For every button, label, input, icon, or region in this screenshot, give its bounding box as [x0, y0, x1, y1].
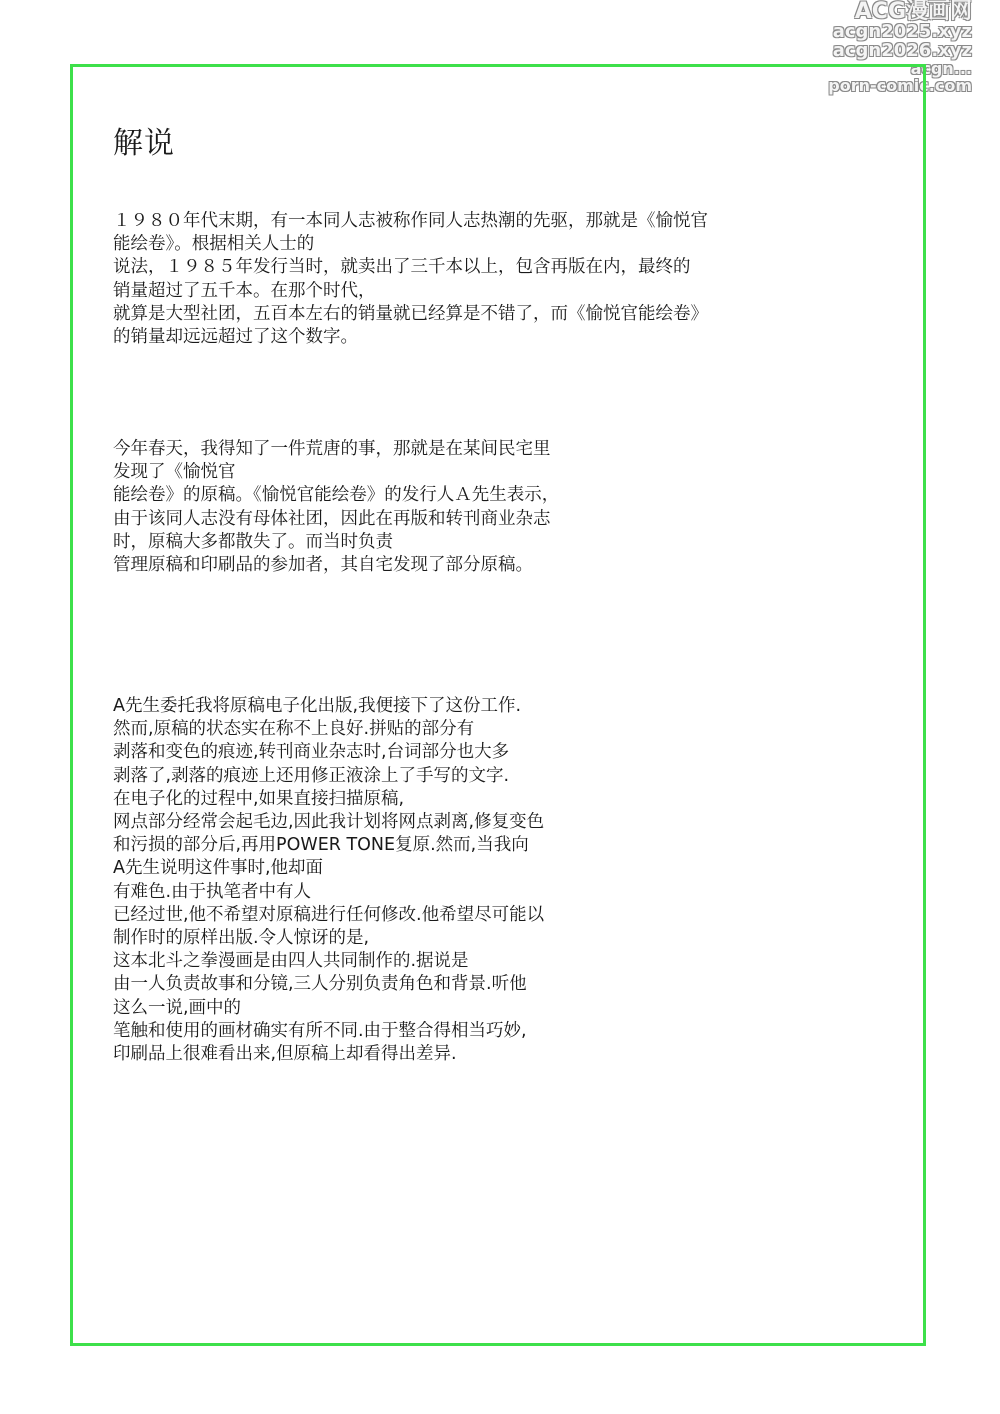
text-line: 销量超过了五千本。在那个时代，	[113, 280, 376, 301]
text-line: A先生委托我将原稿电子化出版,我便接下了这份工作.	[113, 696, 522, 716]
page-title: 解说	[113, 126, 175, 161]
text-line: 的销量却远远超过了这个数字。	[113, 327, 358, 348]
text-line: 有难色.由于执笔者中有人	[113, 881, 312, 902]
text-line: 笔触和使用的画材确实有所不同.由于整合得相当巧妙,	[113, 1020, 527, 1041]
text-line: 剥落了,剥落的痕迹上还用修正液涂上了手写的文字.	[113, 765, 510, 786]
text-line: １９８０年代末期，有一本同人志被称作同人志热潮的先驱，那就是《愉悦官	[113, 211, 708, 231]
text-line: 印刷品上很难看出来,但原稿上却看得出差异.	[113, 1044, 457, 1065]
text-line: 在电子化的过程中,如果直接扫描原稿,	[113, 788, 405, 809]
text-line: 由于该同人志没有母体社团，因此在再版和转刊商业杂志	[113, 508, 551, 529]
paragraph-history	[113, 210, 708, 349]
text-line: 由一人负责故事和分镜,三人分别负责角色和背景.听他	[113, 974, 527, 995]
text-line: 今年春天，我得知了一件荒唐的事，那就是在某间民宅里	[113, 439, 551, 459]
text-line: 剥落和变色的痕迹,转刊商业杂志时,台词部分也大多	[113, 742, 510, 763]
text-line: 就算是大型社团，五百本左右的销量就已经算是不错了，而《愉悦官能绘卷》	[113, 303, 708, 324]
text-line: 这么一说,画中的	[113, 997, 242, 1018]
text-line: 已经过世,他不希望对原稿进行任何修改.他希望尽可能以	[113, 904, 545, 925]
watermark-line: acgn2025.xyz	[832, 21, 972, 43]
paragraph-discovery	[113, 438, 559, 577]
text-line: 然而,原稿的状态实在称不上良好.拼贴的部分有	[113, 719, 475, 740]
watermark-line: ACG漫画网	[854, 0, 972, 24]
watermark-line: porn-comic.com	[828, 75, 972, 95]
text-line: 能绘卷》。根据相关人士的	[113, 234, 315, 255]
text-line: 管理原稿和印刷品的参加者，其自宅发现了部分原稿。	[113, 555, 533, 576]
paragraph-restoration	[113, 695, 544, 1066]
text-line: 能绘卷》的原稿。《愉悦官能绘卷》的发行人Ａ先生表示，	[113, 485, 560, 506]
text-line: 说法，１９８５年发行当时，就卖出了三千本以上，包含再版在内，最终的	[113, 257, 691, 278]
text-line: 这本北斗之拳漫画是由四人共同制作的.据说是	[113, 951, 469, 972]
text-line: A先生说明这件事时,他却面	[113, 858, 324, 879]
text-line: 时，原稿大多都散失了。而当时负责	[113, 531, 393, 552]
watermark-line: acgn...	[910, 58, 972, 78]
text-line: 和污损的部分后,再用POWER TONE复原.然而,当我向	[113, 835, 529, 856]
text-line: 发现了《愉悦官	[113, 462, 236, 483]
text-line: 制作时的原样出版.令人惊讶的是,	[113, 928, 370, 949]
text-line: 网点部分经常会起毛边,因此我计划将网点剥离,修复变色	[113, 812, 545, 833]
watermark-line: acgn2026.xyz	[832, 39, 972, 61]
